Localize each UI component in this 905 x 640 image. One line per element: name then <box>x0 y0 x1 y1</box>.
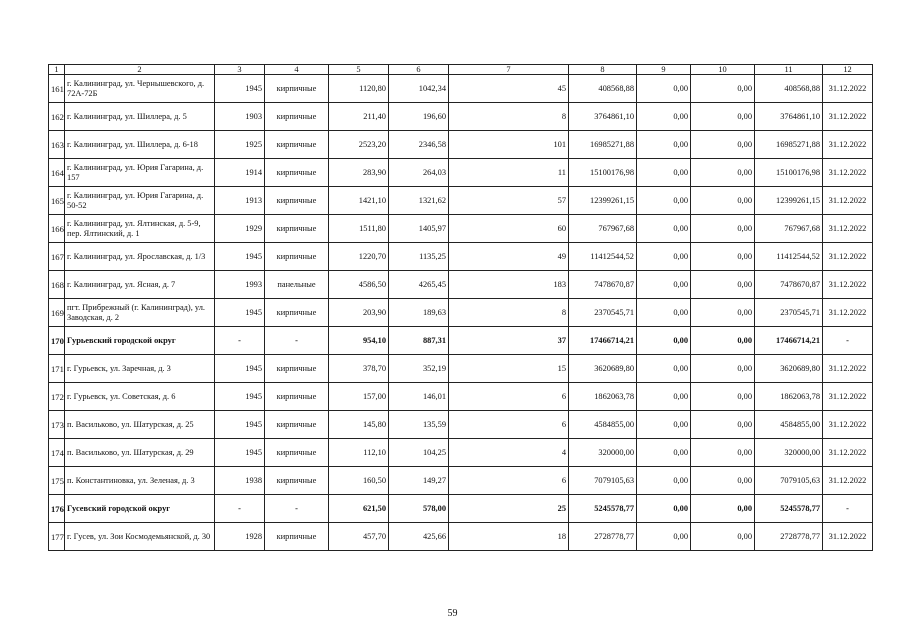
wall-material-cell: кирпичные <box>265 103 329 131</box>
wall-material-cell: кирпичные <box>265 159 329 187</box>
wall-material-cell: - <box>265 327 329 355</box>
area-living-cell: 1042,34 <box>389 75 449 103</box>
table-row <box>49 383 873 411</box>
completion-date-cell: 31.12.2022 <box>823 187 873 215</box>
column-number-10: 10 <box>691 65 755 75</box>
year-built-cell: 1929 <box>215 215 265 243</box>
residents-count-cell: 6 <box>449 383 569 411</box>
cost-other-cell: 17466714,21 <box>755 327 823 355</box>
table-row <box>49 523 873 551</box>
address-cell: Гурьевский городской округ <box>65 327 215 355</box>
table-row <box>49 411 873 439</box>
residents-count-cell: 37 <box>449 327 569 355</box>
register-table <box>48 64 873 551</box>
cost-local-cell: 0,00 <box>691 327 755 355</box>
cost-local-cell: 0,00 <box>691 159 755 187</box>
cost-fund-cell: 0,00 <box>637 299 691 327</box>
residents-count-cell: 45 <box>449 75 569 103</box>
area-living-cell: 887,31 <box>389 327 449 355</box>
wall-material-cell: кирпичные <box>265 215 329 243</box>
cost-total-cell: 767967,68 <box>569 215 637 243</box>
row-number-cell: 176 <box>49 495 65 523</box>
cost-fund-cell: 0,00 <box>637 411 691 439</box>
row-number-cell: 170 <box>49 327 65 355</box>
wall-material-cell: панельные <box>265 271 329 299</box>
address-cell: г. Калининград, ул. Юрия Гагарина, д. 50-52 <box>65 187 215 215</box>
residents-count-cell: 8 <box>449 103 569 131</box>
column-number-11: 11 <box>755 65 823 75</box>
address-cell: г. Калининград, ул. Ялтинская, д. 5-9, пер. Ялтинский, д. 1 <box>65 215 215 243</box>
year-built-cell: 1928 <box>215 523 265 551</box>
cost-other-cell: 7079105,63 <box>755 467 823 495</box>
year-built-cell: - <box>215 495 265 523</box>
completion-date-cell: 31.12.2022 <box>823 243 873 271</box>
address-cell: г. Калининград, ул. Юрия Гагарина, д. 157 <box>65 159 215 187</box>
completion-date-cell: 31.12.2022 <box>823 103 873 131</box>
year-built-cell: 1914 <box>215 159 265 187</box>
area-total-cell: 457,70 <box>329 523 389 551</box>
year-built-cell: 1913 <box>215 187 265 215</box>
cost-fund-cell: 0,00 <box>637 355 691 383</box>
row-number-cell: 169 <box>49 299 65 327</box>
cost-fund-cell: 0,00 <box>637 271 691 299</box>
row-number-cell: 173 <box>49 411 65 439</box>
cost-local-cell: 0,00 <box>691 299 755 327</box>
cost-total-cell: 320000,00 <box>569 439 637 467</box>
area-total-cell: 2523,20 <box>329 131 389 159</box>
cost-local-cell: 0,00 <box>691 383 755 411</box>
row-number-cell: 171 <box>49 355 65 383</box>
year-built-cell: 1993 <box>215 271 265 299</box>
cost-other-cell: 3764861,10 <box>755 103 823 131</box>
area-living-cell: 1321,62 <box>389 187 449 215</box>
table-row <box>49 215 873 243</box>
year-built-cell: 1945 <box>215 355 265 383</box>
row-number-cell: 168 <box>49 271 65 299</box>
year-built-cell: 1925 <box>215 131 265 159</box>
cost-total-cell: 11412544,52 <box>569 243 637 271</box>
cost-other-cell: 7478670,87 <box>755 271 823 299</box>
residents-count-cell: 4 <box>449 439 569 467</box>
completion-date-cell: 31.12.2022 <box>823 299 873 327</box>
address-cell: г. Калининград, ул. Шиллера, д. 6-18 <box>65 131 215 159</box>
column-number-row <box>49 65 873 75</box>
area-total-cell: 211,40 <box>329 103 389 131</box>
area-living-cell: 578,00 <box>389 495 449 523</box>
wall-material-cell: кирпичные <box>265 467 329 495</box>
table-row <box>49 75 873 103</box>
area-total-cell: 1421,10 <box>329 187 389 215</box>
subtotal-row <box>49 495 873 523</box>
wall-material-cell: кирпичные <box>265 383 329 411</box>
area-total-cell: 1220,70 <box>329 243 389 271</box>
area-total-cell: 160,50 <box>329 467 389 495</box>
wall-material-cell: кирпичные <box>265 355 329 383</box>
year-built-cell: 1945 <box>215 75 265 103</box>
cost-total-cell: 2728778,77 <box>569 523 637 551</box>
area-living-cell: 352,19 <box>389 355 449 383</box>
cost-other-cell: 1862063,78 <box>755 383 823 411</box>
cost-other-cell: 4584855,00 <box>755 411 823 439</box>
cost-local-cell: 0,00 <box>691 215 755 243</box>
column-number-5: 5 <box>329 65 389 75</box>
cost-total-cell: 7079105,63 <box>569 467 637 495</box>
completion-date-cell: 31.12.2022 <box>823 271 873 299</box>
cost-local-cell: 0,00 <box>691 103 755 131</box>
row-number-cell: 177 <box>49 523 65 551</box>
year-built-cell: 1938 <box>215 467 265 495</box>
cost-fund-cell: 0,00 <box>637 215 691 243</box>
address-cell: п. Константиновка, ул. Зеленая, д. 3 <box>65 467 215 495</box>
cost-fund-cell: 0,00 <box>637 187 691 215</box>
area-total-cell: 378,70 <box>329 355 389 383</box>
residents-count-cell: 18 <box>449 523 569 551</box>
wall-material-cell: кирпичные <box>265 131 329 159</box>
cost-local-cell: 0,00 <box>691 355 755 383</box>
cost-other-cell: 3620689,80 <box>755 355 823 383</box>
area-living-cell: 135,59 <box>389 411 449 439</box>
cost-other-cell: 12399261,15 <box>755 187 823 215</box>
column-number-4: 4 <box>265 65 329 75</box>
residents-count-cell: 57 <box>449 187 569 215</box>
table-row <box>49 439 873 467</box>
cost-fund-cell: 0,00 <box>637 243 691 271</box>
residents-count-cell: 60 <box>449 215 569 243</box>
table-row <box>49 131 873 159</box>
cost-total-cell: 1862063,78 <box>569 383 637 411</box>
address-cell: пгт. Прибрежный (г. Калининград), ул. Заводская, д. 2 <box>65 299 215 327</box>
address-cell: Гусевский городской округ <box>65 495 215 523</box>
cost-other-cell: 16985271,88 <box>755 131 823 159</box>
completion-date-cell: 31.12.2022 <box>823 355 873 383</box>
wall-material-cell: кирпичные <box>265 411 329 439</box>
completion-date-cell: 31.12.2022 <box>823 383 873 411</box>
completion-date-cell: 31.12.2022 <box>823 215 873 243</box>
cost-total-cell: 7478670,87 <box>569 271 637 299</box>
address-cell: г. Гурьевск, ул. Советская, д. 6 <box>65 383 215 411</box>
cost-other-cell: 408568,88 <box>755 75 823 103</box>
cost-fund-cell: 0,00 <box>637 467 691 495</box>
year-built-cell: 1903 <box>215 103 265 131</box>
cost-fund-cell: 0,00 <box>637 327 691 355</box>
wall-material-cell: кирпичные <box>265 75 329 103</box>
table-row <box>49 187 873 215</box>
column-number-9: 9 <box>637 65 691 75</box>
column-number-2: 2 <box>65 65 215 75</box>
table-row <box>49 243 873 271</box>
residents-count-cell: 15 <box>449 355 569 383</box>
area-living-cell: 146,01 <box>389 383 449 411</box>
completion-date-cell: 31.12.2022 <box>823 467 873 495</box>
completion-date-cell: 31.12.2022 <box>823 411 873 439</box>
row-number-cell: 162 <box>49 103 65 131</box>
year-built-cell: 1945 <box>215 299 265 327</box>
cost-total-cell: 5245578,77 <box>569 495 637 523</box>
address-cell: г. Калининград, ул. Чернышевского, д. 72А-72Б <box>65 75 215 103</box>
row-number-cell: 175 <box>49 467 65 495</box>
wall-material-cell: кирпичные <box>265 439 329 467</box>
area-living-cell: 104,25 <box>389 439 449 467</box>
area-total-cell: 203,90 <box>329 299 389 327</box>
wall-material-cell: кирпичные <box>265 243 329 271</box>
wall-material-cell: кирпичные <box>265 523 329 551</box>
address-cell: г. Калининград, ул. Ясная, д. 7 <box>65 271 215 299</box>
completion-date-cell: 31.12.2022 <box>823 131 873 159</box>
cost-total-cell: 4584855,00 <box>569 411 637 439</box>
table-row <box>49 159 873 187</box>
completion-date-cell: 31.12.2022 <box>823 159 873 187</box>
cost-fund-cell: 0,00 <box>637 523 691 551</box>
row-number-cell: 164 <box>49 159 65 187</box>
completion-date-cell: - <box>823 327 873 355</box>
row-number-cell: 166 <box>49 215 65 243</box>
residents-count-cell: 6 <box>449 411 569 439</box>
area-living-cell: 149,27 <box>389 467 449 495</box>
cost-local-cell: 0,00 <box>691 75 755 103</box>
cost-local-cell: 0,00 <box>691 131 755 159</box>
area-living-cell: 1405,97 <box>389 215 449 243</box>
wall-material-cell: кирпичные <box>265 187 329 215</box>
area-living-cell: 4265,45 <box>389 271 449 299</box>
address-cell: г. Гусев, ул. Зои Космодемьянской, д. 30 <box>65 523 215 551</box>
cost-other-cell: 15100176,98 <box>755 159 823 187</box>
row-number-cell: 174 <box>49 439 65 467</box>
cost-fund-cell: 0,00 <box>637 103 691 131</box>
address-cell: г. Калининград, ул. Ярославская, д. 1/3 <box>65 243 215 271</box>
cost-other-cell: 320000,00 <box>755 439 823 467</box>
address-cell: п. Васильково, ул. Шатурская, д. 29 <box>65 439 215 467</box>
column-number-3: 3 <box>215 65 265 75</box>
cost-local-cell: 0,00 <box>691 271 755 299</box>
table-row <box>49 467 873 495</box>
area-living-cell: 189,63 <box>389 299 449 327</box>
row-number-cell: 163 <box>49 131 65 159</box>
completion-date-cell: 31.12.2022 <box>823 523 873 551</box>
residents-count-cell: 49 <box>449 243 569 271</box>
page-number: 59 <box>447 608 458 619</box>
address-cell: г. Калининград, ул. Шиллера, д. 5 <box>65 103 215 131</box>
cost-local-cell: 0,00 <box>691 467 755 495</box>
area-living-cell: 264,03 <box>389 159 449 187</box>
year-built-cell: 1945 <box>215 439 265 467</box>
cost-other-cell: 2370545,71 <box>755 299 823 327</box>
cost-total-cell: 408568,88 <box>569 75 637 103</box>
residents-count-cell: 25 <box>449 495 569 523</box>
column-number-8: 8 <box>569 65 637 75</box>
cost-total-cell: 16985271,88 <box>569 131 637 159</box>
area-total-cell: 157,00 <box>329 383 389 411</box>
year-built-cell: 1945 <box>215 383 265 411</box>
cost-other-cell: 5245578,77 <box>755 495 823 523</box>
completion-date-cell: 31.12.2022 <box>823 75 873 103</box>
cost-fund-cell: 0,00 <box>637 439 691 467</box>
area-total-cell: 283,90 <box>329 159 389 187</box>
completion-date-cell: 31.12.2022 <box>823 439 873 467</box>
column-number-6: 6 <box>389 65 449 75</box>
column-number-1: 1 <box>49 65 65 75</box>
area-total-cell: 112,10 <box>329 439 389 467</box>
area-living-cell: 2346,58 <box>389 131 449 159</box>
residents-count-cell: 101 <box>449 131 569 159</box>
residents-count-cell: 8 <box>449 299 569 327</box>
residents-count-cell: 11 <box>449 159 569 187</box>
year-built-cell: 1945 <box>215 243 265 271</box>
cost-local-cell: 0,00 <box>691 495 755 523</box>
year-built-cell: - <box>215 327 265 355</box>
column-number-7: 7 <box>449 65 569 75</box>
residents-count-cell: 6 <box>449 467 569 495</box>
area-total-cell: 954,10 <box>329 327 389 355</box>
row-number-cell: 167 <box>49 243 65 271</box>
cost-total-cell: 15100176,98 <box>569 159 637 187</box>
completion-date-cell: - <box>823 495 873 523</box>
residents-count-cell: 183 <box>449 271 569 299</box>
address-cell: п. Васильково, ул. Шатурская, д. 25 <box>65 411 215 439</box>
area-total-cell: 621,50 <box>329 495 389 523</box>
cost-total-cell: 17466714,21 <box>569 327 637 355</box>
table-row <box>49 271 873 299</box>
subtotal-row <box>49 327 873 355</box>
cost-local-cell: 0,00 <box>691 411 755 439</box>
year-built-cell: 1945 <box>215 411 265 439</box>
area-total-cell: 1511,80 <box>329 215 389 243</box>
area-total-cell: 1120,80 <box>329 75 389 103</box>
cost-local-cell: 0,00 <box>691 523 755 551</box>
cost-fund-cell: 0,00 <box>637 159 691 187</box>
wall-material-cell: кирпичные <box>265 299 329 327</box>
table-row <box>49 299 873 327</box>
row-number-cell: 165 <box>49 187 65 215</box>
cost-local-cell: 0,00 <box>691 187 755 215</box>
cost-total-cell: 2370545,71 <box>569 299 637 327</box>
address-cell: г. Гурьевск, ул. Заречная, д. 3 <box>65 355 215 383</box>
column-number-12: 12 <box>823 65 873 75</box>
cost-other-cell: 11412544,52 <box>755 243 823 271</box>
cost-other-cell: 767967,68 <box>755 215 823 243</box>
cost-local-cell: 0,00 <box>691 243 755 271</box>
area-living-cell: 196,60 <box>389 103 449 131</box>
cost-fund-cell: 0,00 <box>637 495 691 523</box>
cost-fund-cell: 0,00 <box>637 383 691 411</box>
cost-fund-cell: 0,00 <box>637 75 691 103</box>
cost-total-cell: 12399261,15 <box>569 187 637 215</box>
table-row <box>49 355 873 383</box>
cost-total-cell: 3620689,80 <box>569 355 637 383</box>
table-row <box>49 103 873 131</box>
cost-total-cell: 3764861,10 <box>569 103 637 131</box>
row-number-cell: 172 <box>49 383 65 411</box>
area-living-cell: 425,66 <box>389 523 449 551</box>
cost-fund-cell: 0,00 <box>637 131 691 159</box>
area-total-cell: 145,80 <box>329 411 389 439</box>
wall-material-cell: - <box>265 495 329 523</box>
cost-other-cell: 2728778,77 <box>755 523 823 551</box>
cost-local-cell: 0,00 <box>691 439 755 467</box>
area-total-cell: 4586,50 <box>329 271 389 299</box>
row-number-cell: 161 <box>49 75 65 103</box>
area-living-cell: 1135,25 <box>389 243 449 271</box>
